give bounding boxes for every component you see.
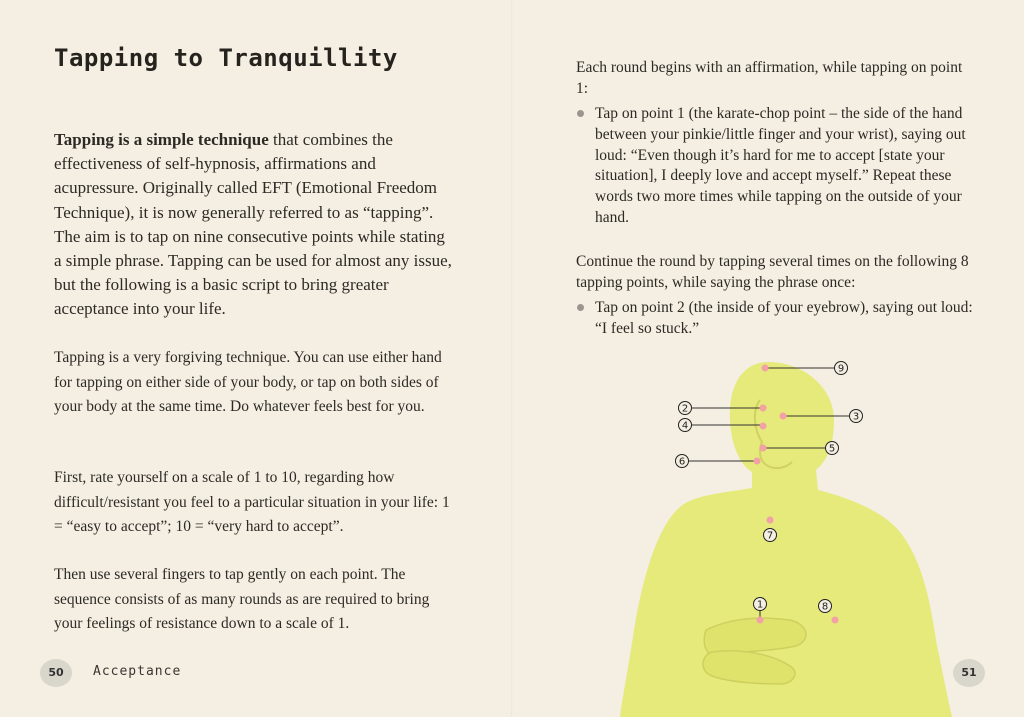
page-number-right: 51 (953, 659, 985, 687)
bullet-text-1: Tap on point 1 (the karate-chop point – the side of the hand between your pinkie/little finger and your wrist), saying out loud: “Even though it’s hard for me to accept [state your situation], I deeply love and accept myself.” Repeat these words two more times while tapping on the outside of your hand. (595, 105, 966, 226)
right-paragraph-2: Continue the round by tapping several times on the following 8 tapping points, while saying the phrase once: (576, 253, 969, 291)
svg-text:4: 4 (681, 420, 689, 432)
svg-text:2: 2 (681, 403, 689, 415)
svg-text:8: 8 (821, 601, 829, 613)
paragraph-forgiving: Tapping is a very forgiving technique. You can use either hand for tapping on either side of your body, or tap on both sides of your body at the same time. Do whatever feels best for you. (54, 349, 442, 415)
point-label-3 (850, 410, 863, 423)
point-label-9 (835, 362, 848, 375)
svg-text:7: 7 (766, 530, 774, 542)
running-head: Acceptance (93, 664, 182, 679)
svg-text:9: 9 (837, 363, 845, 375)
point-dot-3 (780, 413, 787, 420)
bullet-text-2: Tap on point 2 (the inside of your eyebrow), saying out loud: “I feel so stuck.” (595, 299, 973, 337)
page-number-left: 50 (40, 659, 72, 687)
paragraph-sequence: Then use several fingers to tap gently on each point. The sequence consists of as many rounds as are required to bring your feelings of resistance down to a scale of 1. (54, 566, 430, 632)
point-label-2 (679, 402, 692, 415)
point-label-6 (676, 455, 689, 468)
paragraph-rate: First, rate yourself on a scale of 1 to 10, regarding how difficult/resistant you feel to a particular situation in your life: 1 = “easy to accept”; 10 = “very hard to accept”. (54, 469, 450, 535)
svg-text:6: 6 (678, 456, 686, 468)
point-dot-4 (760, 423, 767, 430)
point-dot-7 (767, 517, 774, 524)
point-dot-2 (760, 405, 767, 412)
svg-text:1: 1 (756, 599, 764, 611)
point-dot-1 (757, 617, 764, 624)
point-label-5 (826, 442, 839, 455)
point-label-8 (819, 600, 832, 613)
intro-rest: that combines the effectiveness of self-hypnosis, affirmations and acupressure. Originally called EFT (Emotional Freedom Technique), it is now generally referred to as “tapping”. The aim is to tap on nine consecutive points while stating a simple phrase. Tapping can be used for almost any issue, but the following is a basic script to bring greater acceptance into your life. (54, 130, 452, 319)
point-label-7 (764, 529, 777, 542)
svg-text:5: 5 (828, 443, 836, 455)
point-dot-5 (760, 445, 767, 452)
point-label-1 (754, 598, 767, 611)
point-label-4 (679, 419, 692, 432)
intro-lead: Tapping is a simple technique (54, 130, 269, 149)
page-title: Tapping to Tranquillity (54, 44, 398, 72)
point-dot-9 (762, 365, 769, 372)
point-dot-6 (754, 458, 761, 465)
right-paragraph-1: Each round begins with an affirmation, while tapping on point 1: (576, 59, 963, 97)
svg-text:3: 3 (852, 411, 860, 423)
point-dot-8 (832, 617, 839, 624)
